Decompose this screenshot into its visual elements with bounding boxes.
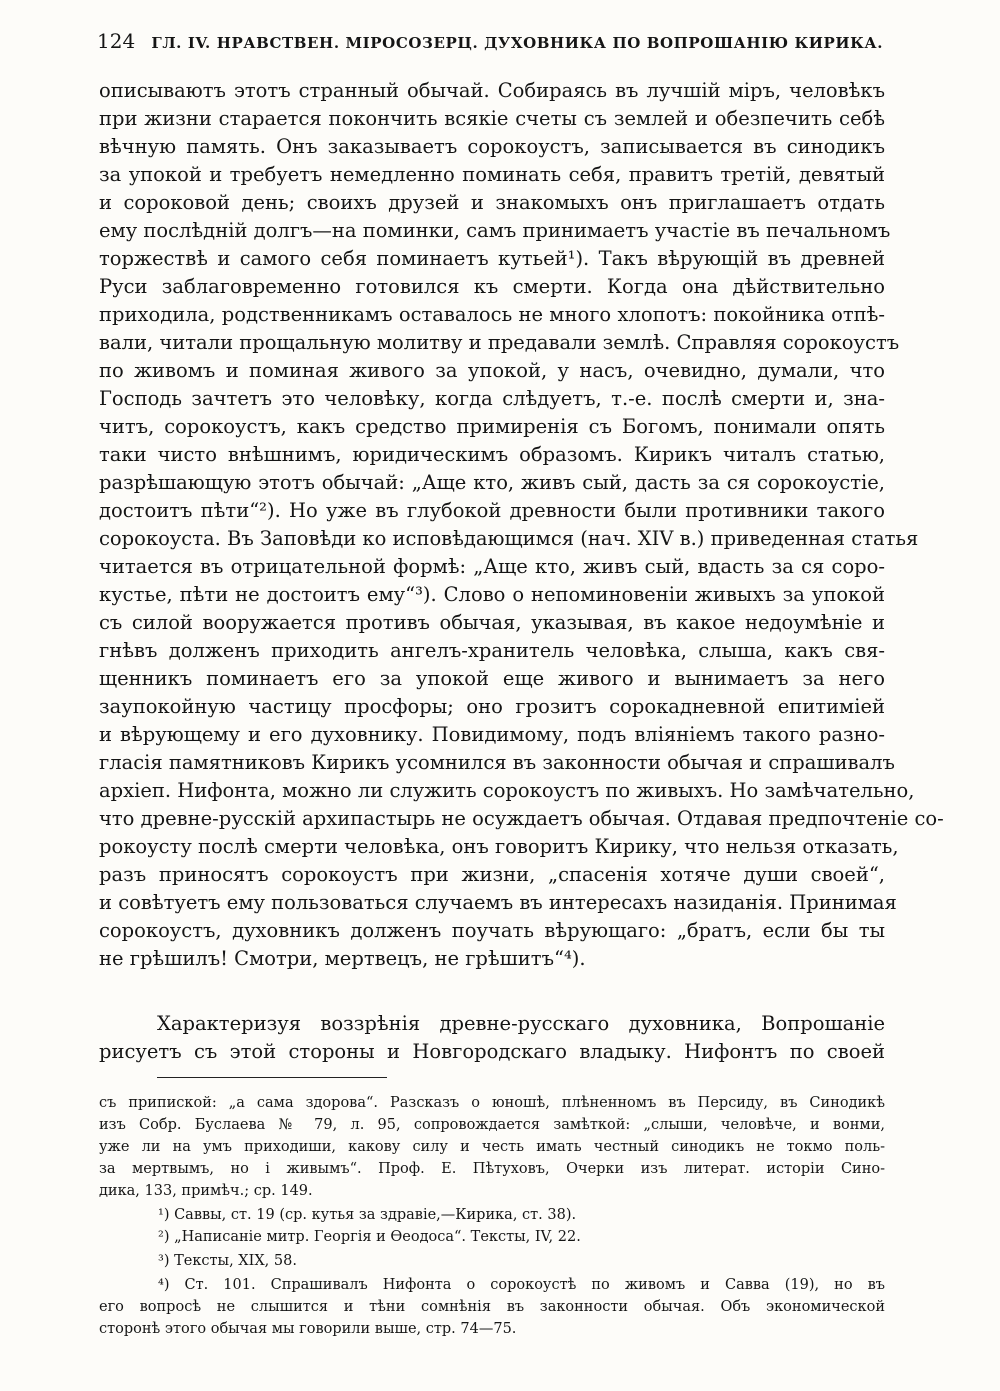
main-text-line: рокоусту послѣ смерти человѣка, онъ говоритъ Кирику, что нельзя отказать, <box>99 835 899 858</box>
footnote-1: ¹) Саввы, ст. 19 (ср. кутья за здравіе,—Кирика, ст. 38). <box>158 1207 577 1223</box>
main-text-line: сорокоустъ, духовникъ долженъ поучать вѣрующаго: „братъ, если бы ты <box>99 919 885 942</box>
main-text-line: торжествѣ и самого себя поминаетъ кутьей¹). Такъ вѣрующій въ древней <box>99 247 885 270</box>
footnote-line: уже ли на умъ приходиши, какову силу и честь имать честный синодикъ не токмо поль- <box>99 1139 885 1155</box>
main-text-line: сорокоуста. Въ Заповѣди ко исповѣдающимся (нач. XIV в.) приведенная статья <box>99 527 919 550</box>
main-text-line: кустье, пѣти не достоитъ ему“³). Слово о непоминовеніи живыхъ за упокой <box>99 583 885 606</box>
main-text-line: разрѣшающую этотъ обычай: „Аще кто, живъ сый, дасть за ся сорокоустіе, <box>99 471 885 494</box>
main-text-line: вали, читали прощальную молитву и предавали землѣ. Справляя сорокоустъ <box>99 331 900 354</box>
footnote-line: его вопросѣ не слышится и тѣни сомнѣнія въ законности обычая. Объ экономической <box>99 1299 885 1315</box>
main-text-line: за упокой и требуетъ немедленно поминать себя, правитъ третій, девятый <box>99 163 885 186</box>
footnote-3: ³) Тексты, XIX, 58. <box>158 1253 297 1269</box>
main-text-line: таки чисто внѣшнимъ, юридическимъ образомъ. Кирикъ читалъ статью, <box>99 443 885 466</box>
footnote-line: изъ Собр. Буслаева № 79, л. 95, сопровождается замѣткой: „слыши, человѣче, и вонми, <box>99 1117 885 1133</box>
main-text-line: Господь зачтетъ это человѣку, когда слѣдуетъ, т.-е. послѣ смерти и, зна- <box>99 387 885 410</box>
main-text-line: гласія памятниковъ Кирикъ усомнился въ законности обычая и спрашивалъ <box>99 751 895 774</box>
main-text-line: при жизни старается покончить всякіе счеты съ землей и обезпечить себѣ <box>99 107 885 130</box>
main-text-line: разъ приносятъ сорокоустъ при жизни, „спасенія хотяче души своей“, <box>99 863 885 886</box>
page-header <box>97 26 897 56</box>
main-text-line: не грѣшилъ! Смотри, мертвецъ, не грѣшитъ“⁴). <box>99 947 586 970</box>
main-text-line: съ силой вооружается противъ обычая, указывая, въ какое недоумѣніе и <box>99 611 885 634</box>
main-text-line: заупокойную частицу просфоры; оно грозитъ сорокадневной епитиміей <box>99 695 885 718</box>
footnote-line: дика, 133, примѣч.; ср. 149. <box>99 1183 313 1199</box>
main-text-line: описываютъ этотъ странный обычай. Собираясь въ лучшій міръ, человѣкъ <box>99 79 885 102</box>
footnote-4: ⁴) Ст. 101. Спрашивалъ Нифонта о сорокоустѣ по живомъ и Савва (19), но въ <box>158 1277 885 1293</box>
page-number: 124 <box>97 29 136 53</box>
main-text-line: ему послѣдній долгъ—на поминки, самъ принимаетъ участіе въ печальномъ <box>99 219 891 242</box>
main-text-line: гнѣвъ долженъ приходить ангелъ-хранитель человѣка, слыша, какъ свя- <box>99 639 885 662</box>
main-text-line: читается въ отрицательной формѣ: „Аще кто, живъ сый, вдасть за ся соро- <box>99 555 885 578</box>
main-text-line: и совѣтуетъ ему пользоваться случаемъ въ интересахъ назиданія. Принимая <box>99 891 897 914</box>
main-text-line: и сороковой день; своихъ друзей и знакомыхъ онъ приглашаетъ отдать <box>99 191 885 214</box>
main-text-line: рисуетъ съ этой стороны и Новгородскаго владыку. Нифонтъ по своей <box>99 1040 885 1063</box>
footnote-separator <box>157 1077 387 1078</box>
main-text-line: читъ, сорокоустъ, какъ средство примиренія съ Богомъ, понимали опять <box>99 415 885 438</box>
running-title: ГЛ. IV. НРАВСТВЕН. МІРОСОЗЕРЦ. ДУХОВНИКА ПО ВОПРОШАНІЮ КИРИКА. <box>151 34 884 52</box>
main-text-line: и вѣрующему и его духовнику. Повидимому, подъ вліяніемъ такого разно- <box>99 723 885 746</box>
main-text-line: архіеп. Нифонта, можно ли служить сорокоустъ по живыхъ. Но замѣчательно, <box>99 779 915 802</box>
footnote-line: съ припиской: „а сама здорова“. Разсказъ о юношѣ, плѣненномъ въ Персиду, въ Синодикѣ <box>99 1095 885 1111</box>
main-text-line: по живомъ и поминая живого за упокой, у насъ, очевидно, думали, что <box>99 359 885 382</box>
main-text-line: вѣчную память. Онъ заказываетъ сорокоустъ, записывается въ синодикъ <box>99 135 885 158</box>
main-text-line: Руси заблаговременно готовился къ смерти. Когда она дѣйствительно <box>99 275 885 298</box>
main-text-line: достоитъ пѣти“²). Но уже въ глубокой древности были противники такого <box>99 499 885 522</box>
footnote-2: ²) „Написаніе митр. Георгія и Ѳеодоса“. Тексты, IV, 22. <box>158 1229 581 1245</box>
main-text-line: приходила, родственникамъ оставалось не много хлопотъ: покойника отпѣ- <box>99 303 885 326</box>
main-text-line: что древне-русскій архипастырь не осуждаетъ обычая. Отдавая предпочтеніе со- <box>99 807 944 830</box>
main-text-line: щенникъ поминаетъ его за упокой еще живого и вынимаетъ за него <box>99 667 885 690</box>
footnote-line: сторонѣ этого обычая мы говорили выше, стр. 74—75. <box>99 1321 517 1337</box>
paragraph-start-line: Характеризуя воззрѣнія древне-русскаго духовника, Вопрошаніе <box>157 1012 885 1035</box>
footnote-line: за мертвымъ, но і живымъ“. Проф. Е. Пѣтуховъ, Очерки изъ литерат. исторіи Сино- <box>99 1161 885 1177</box>
